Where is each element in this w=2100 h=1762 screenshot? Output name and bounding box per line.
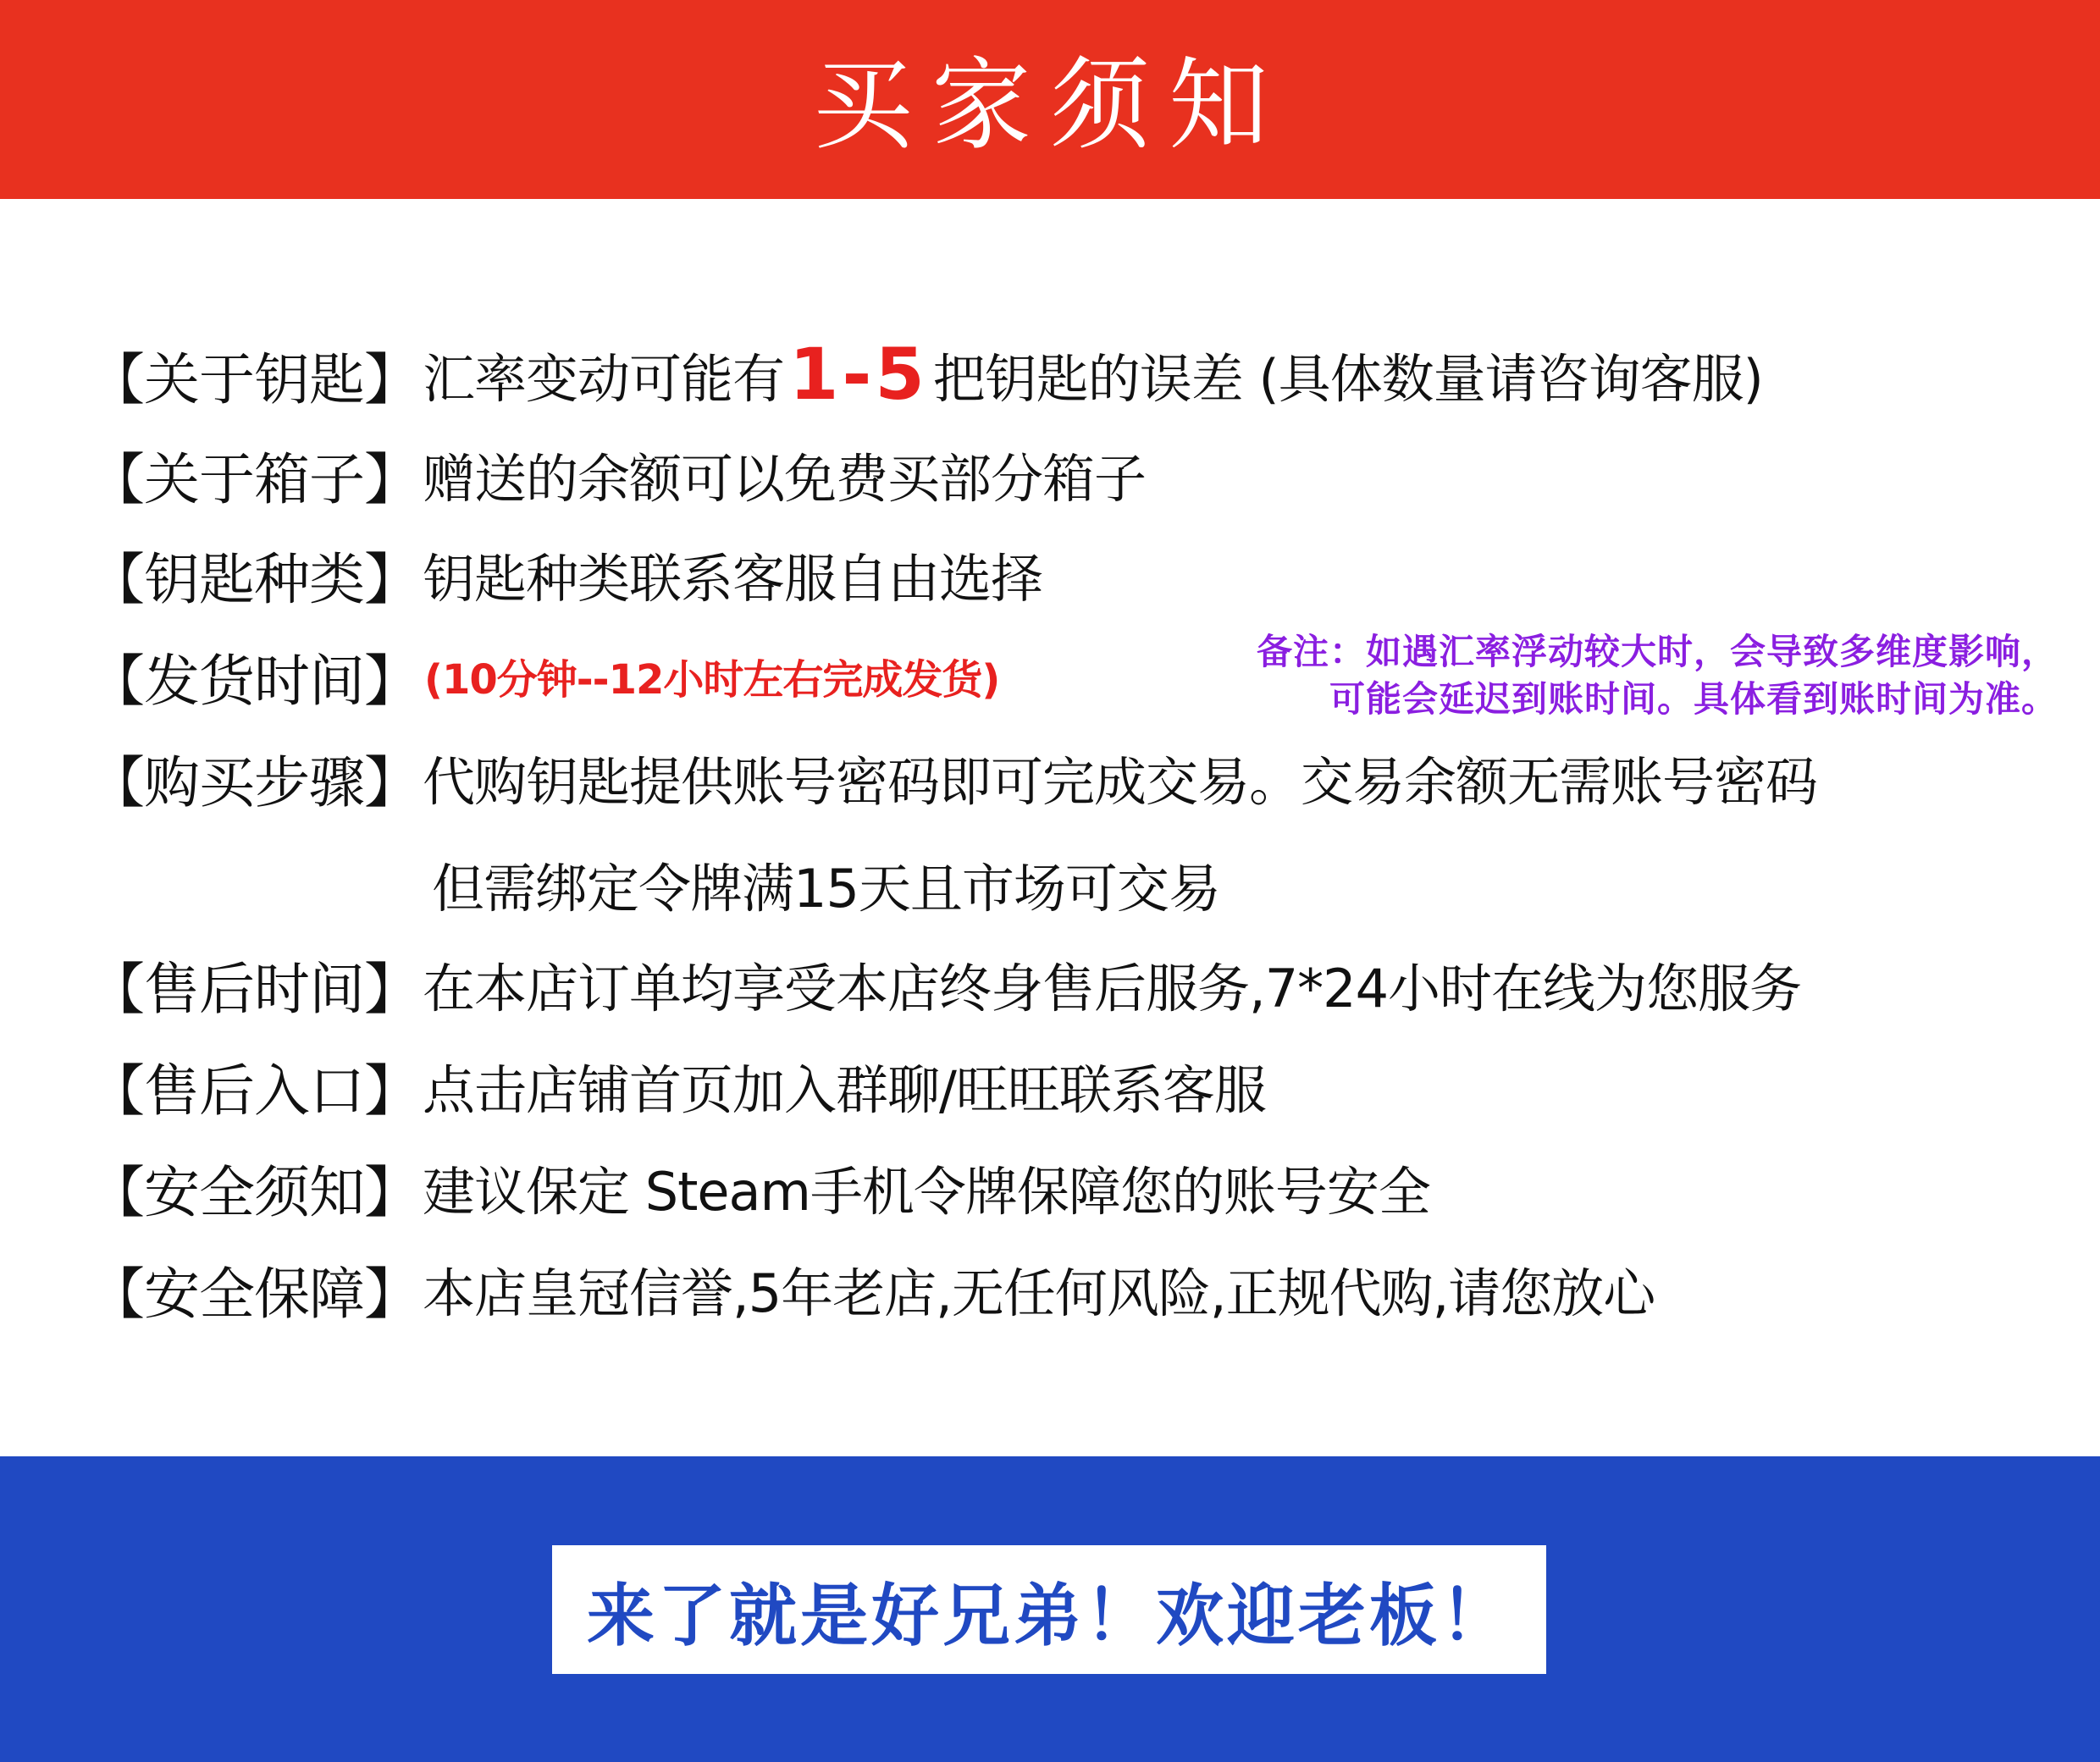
notice-row-boxes <box>89 432 1146 516</box>
footer-banner <box>0 1456 2100 1762</box>
row-text: 汇率变动可能有 <box>423 347 785 410</box>
remark-line-1: 备注：如遇汇率浮动较大时，会导致多维度影响， <box>1256 631 2058 672</box>
notice-row-keys <box>89 332 1763 417</box>
welcome-slogan: 来了就是好兄弟！欢迎老板！ <box>587 1576 1511 1655</box>
row-label: 【关于钥匙】 <box>89 346 419 412</box>
row-text: 本店皇冠信誉,5年老店,无任何风险,正规代购,请您放心 <box>423 1262 1655 1324</box>
row-text: 点击店铺首页加入群聊/旺旺联系客服 <box>423 1058 1266 1121</box>
row-label: 【售后时间】 <box>89 956 419 1022</box>
row-text: 赠送的余额可以免费买部分箱子 <box>423 447 1147 510</box>
row-label: 【售后入口】 <box>89 1058 419 1124</box>
remark-line-2: 可能会延迟到账时间。具体看到账时间为准。 <box>1329 678 2058 720</box>
row-label: 【发货时间】 <box>89 648 419 714</box>
notice-row-after-sales-time <box>89 942 1801 1026</box>
purchase-steps-continuation: 但需绑定令牌满15天且市场可交易 <box>432 858 1220 920</box>
notice-row-delivery-time <box>89 633 999 718</box>
notice-row-purchase-steps <box>89 735 1817 820</box>
notice-row-after-sales-entry <box>89 1043 1266 1128</box>
row-text: 把钥匙的误差 (具体数量请咨询客服) <box>932 347 1763 410</box>
row-label: 【安全须知】 <box>89 1159 419 1225</box>
row-label: 【钥匙种类】 <box>89 546 419 612</box>
remark-note <box>1101 628 2058 723</box>
notice-row-security-guarantee <box>89 1246 1655 1331</box>
slogan-box <box>552 1545 1546 1674</box>
row-text: 代购钥匙提供账号密码即可完成交易。交易余额无需账号密码 <box>423 750 1818 813</box>
row-label: 【安全保障】 <box>89 1261 419 1327</box>
row-label: 【关于箱子】 <box>89 446 419 512</box>
row-text: 钥匙种类联系客服自由选择 <box>423 547 1043 610</box>
row-label: 【购买步骤】 <box>89 749 419 815</box>
page-title: 买家须知 <box>812 46 1287 163</box>
header-banner <box>0 0 2100 199</box>
row-text: 在本店订单均享受本店终身售后服务,7*24小时在线为您服务 <box>423 957 1802 1019</box>
key-error-range: 1-5 <box>789 333 928 416</box>
delivery-time-note: (10分钟--12小时左右完成发货) <box>424 655 1000 704</box>
row-text: 建议保定 Steam手机令牌保障您的账号安全 <box>423 1160 1430 1223</box>
notice-row-security-notice <box>89 1145 1430 1229</box>
notice-row-key-types <box>89 532 1042 616</box>
